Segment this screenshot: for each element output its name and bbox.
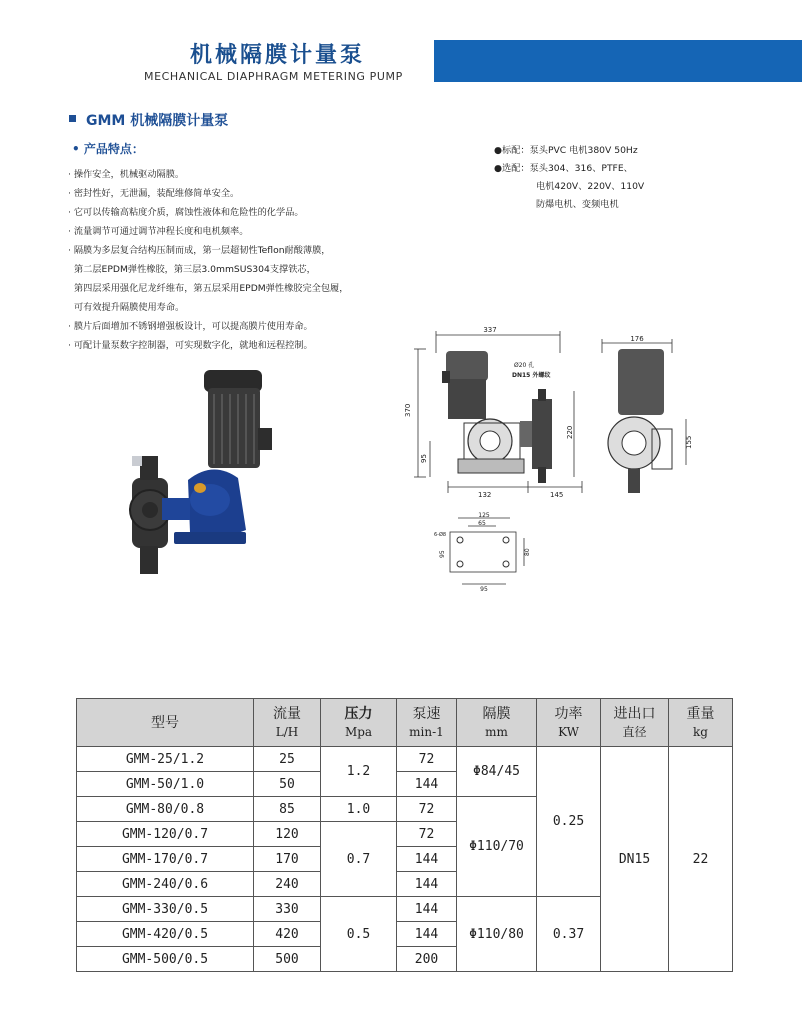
cell-speed: 72 bbox=[397, 747, 457, 772]
hole-label: 6-Ø8 bbox=[434, 532, 447, 538]
dim-h220-label: 220 bbox=[566, 425, 574, 439]
cell-power: 0.37 bbox=[537, 897, 601, 972]
feature-item: · 操作安全，机械驱动隔膜。 bbox=[68, 169, 185, 180]
spec-optional: 电机420V、220V、110V bbox=[536, 181, 645, 192]
col-speed: 泵速 min-1 bbox=[397, 699, 457, 747]
cell-model: GMM-25/1.2 bbox=[77, 747, 254, 772]
cell-speed: 72 bbox=[397, 797, 457, 822]
cell-flow: 170 bbox=[254, 847, 321, 872]
cell-flow: 240 bbox=[254, 872, 321, 897]
cell-speed: 144 bbox=[397, 772, 457, 797]
table-row bbox=[77, 747, 733, 772]
cell-diaphragm: Φ110/70 bbox=[457, 797, 537, 897]
cell-pressure: 1.2 bbox=[321, 747, 397, 797]
dim-w95-label: 95 bbox=[480, 586, 488, 593]
cell-model: GMM-80/0.8 bbox=[77, 797, 254, 822]
cell-flow: 85 bbox=[254, 797, 321, 822]
features-heading: • 产品特点： bbox=[72, 142, 144, 156]
dim-side-width-label: 176 bbox=[630, 335, 644, 343]
cell-model: GMM-120/0.7 bbox=[77, 822, 254, 847]
cell-flow: 120 bbox=[254, 822, 321, 847]
feature-item: 可有效提升隔膜使用寿命。 bbox=[74, 302, 185, 313]
feature-item: · 它可以传输高粘度介质，腐蚀性液体和危险性的化学品。 bbox=[68, 207, 304, 218]
cell-power: 0.25 bbox=[537, 747, 601, 897]
cell-diaphragm: Φ84/45 bbox=[457, 747, 537, 797]
col-flow: 流量 L/H bbox=[254, 699, 321, 747]
cell-diaphragm: Φ110/80 bbox=[457, 897, 537, 972]
spec-table bbox=[76, 698, 733, 972]
cell-pressure: 0.5 bbox=[321, 897, 397, 972]
dim-height-label: 370 bbox=[404, 403, 412, 417]
cell-flow: 25 bbox=[254, 747, 321, 772]
spec-optional: 防爆电机、变频电机 bbox=[536, 199, 619, 210]
col-weight: 重量 kg bbox=[669, 699, 733, 747]
col-power: 功率 KW bbox=[537, 699, 601, 747]
dim-h95b-label: 95 bbox=[439, 550, 446, 558]
col-diaphragm: 隔膜 mm bbox=[457, 699, 537, 747]
dim-h155-label: 155 bbox=[685, 435, 693, 449]
cell-flow: 330 bbox=[254, 897, 321, 922]
pump-photo bbox=[118, 360, 288, 585]
cell-flow: 420 bbox=[254, 922, 321, 947]
page-title: 机械隔膜计量泵 bbox=[190, 43, 366, 68]
col-model: 型号 bbox=[77, 699, 254, 747]
dim-w125-label: 125 bbox=[478, 512, 490, 519]
cell-flow: 500 bbox=[254, 947, 321, 972]
feature-item: 第四层采用强化尼龙纤维布，第五层采用EPDM弹性橡胶完全包履， bbox=[74, 283, 349, 294]
cell-speed: 72 bbox=[397, 822, 457, 847]
feature-item: · 可配计量泵数字控制器，可实现数字化，就地和远程控制。 bbox=[68, 340, 313, 351]
cell-weight: 22 bbox=[669, 747, 733, 972]
col-port: 进出口 直径 bbox=[601, 699, 669, 747]
cell-port: DN15 bbox=[601, 747, 669, 972]
pipe-label: Ø20 孔 bbox=[514, 362, 535, 369]
spec-optional: ●选配：泵头304、316、PTFE、 bbox=[494, 163, 633, 174]
cell-pressure: 0.7 bbox=[321, 822, 397, 897]
feature-item: · 隔膜为多层复合结构压制而成，第一层超韧性Teflon耐酸薄膜， bbox=[68, 245, 331, 256]
cell-speed: 200 bbox=[397, 947, 457, 972]
cell-model: GMM-170/0.7 bbox=[77, 847, 254, 872]
dim-w65-label: 65 bbox=[478, 520, 486, 527]
dim-w145-label: 145 bbox=[550, 491, 564, 499]
cell-model: GMM-500/0.5 bbox=[77, 947, 254, 972]
cell-speed: 144 bbox=[397, 922, 457, 947]
cell-speed: 144 bbox=[397, 847, 457, 872]
col-pressure: 压力 Mpa bbox=[321, 699, 397, 747]
cell-model: GMM-240/0.6 bbox=[77, 872, 254, 897]
dim-h95-label: 95 bbox=[420, 454, 428, 463]
cell-speed: 144 bbox=[397, 897, 457, 922]
cell-flow: 50 bbox=[254, 772, 321, 797]
dim-w132-label: 132 bbox=[478, 491, 492, 499]
base-dimension-drawing bbox=[432, 512, 532, 592]
cell-model: GMM-330/0.5 bbox=[77, 897, 254, 922]
dn-label: DN15 外螺纹 bbox=[512, 372, 551, 379]
dim-width-label: 337 bbox=[483, 326, 497, 334]
spec-standard: ●标配：泵头PVC 电机380V 50Hz bbox=[494, 145, 638, 156]
side-dimension-drawing bbox=[592, 333, 692, 503]
feature-item: · 密封性好，无泄漏，装配维修简单安全。 bbox=[68, 188, 240, 199]
cell-model: GMM-50/1.0 bbox=[77, 772, 254, 797]
cell-pressure: 1.0 bbox=[321, 797, 397, 822]
feature-item: · 膜片后面增加不锈钢增强板设计，可以提高膜片使用寿命。 bbox=[68, 321, 313, 332]
feature-item: 第二层EPDM弹性橡胶，第三层3.0mmSUS304支撑铁芯， bbox=[74, 264, 316, 275]
cell-model: GMM-420/0.5 bbox=[77, 922, 254, 947]
cell-speed: 144 bbox=[397, 872, 457, 897]
section-bullet-icon bbox=[69, 115, 76, 122]
table-header-row bbox=[77, 699, 733, 747]
section-title: GMM 机械隔膜计量泵 bbox=[86, 113, 229, 129]
front-dimension-drawing bbox=[402, 323, 602, 503]
page-subtitle: MECHANICAL DIAPHRAGM METERING PUMP bbox=[144, 70, 403, 83]
dim-h80-label: 80 bbox=[524, 548, 531, 556]
feature-item: · 流量调节可通过调节冲程长度和电机频率。 bbox=[68, 226, 249, 237]
header-accent-bar bbox=[434, 40, 802, 82]
